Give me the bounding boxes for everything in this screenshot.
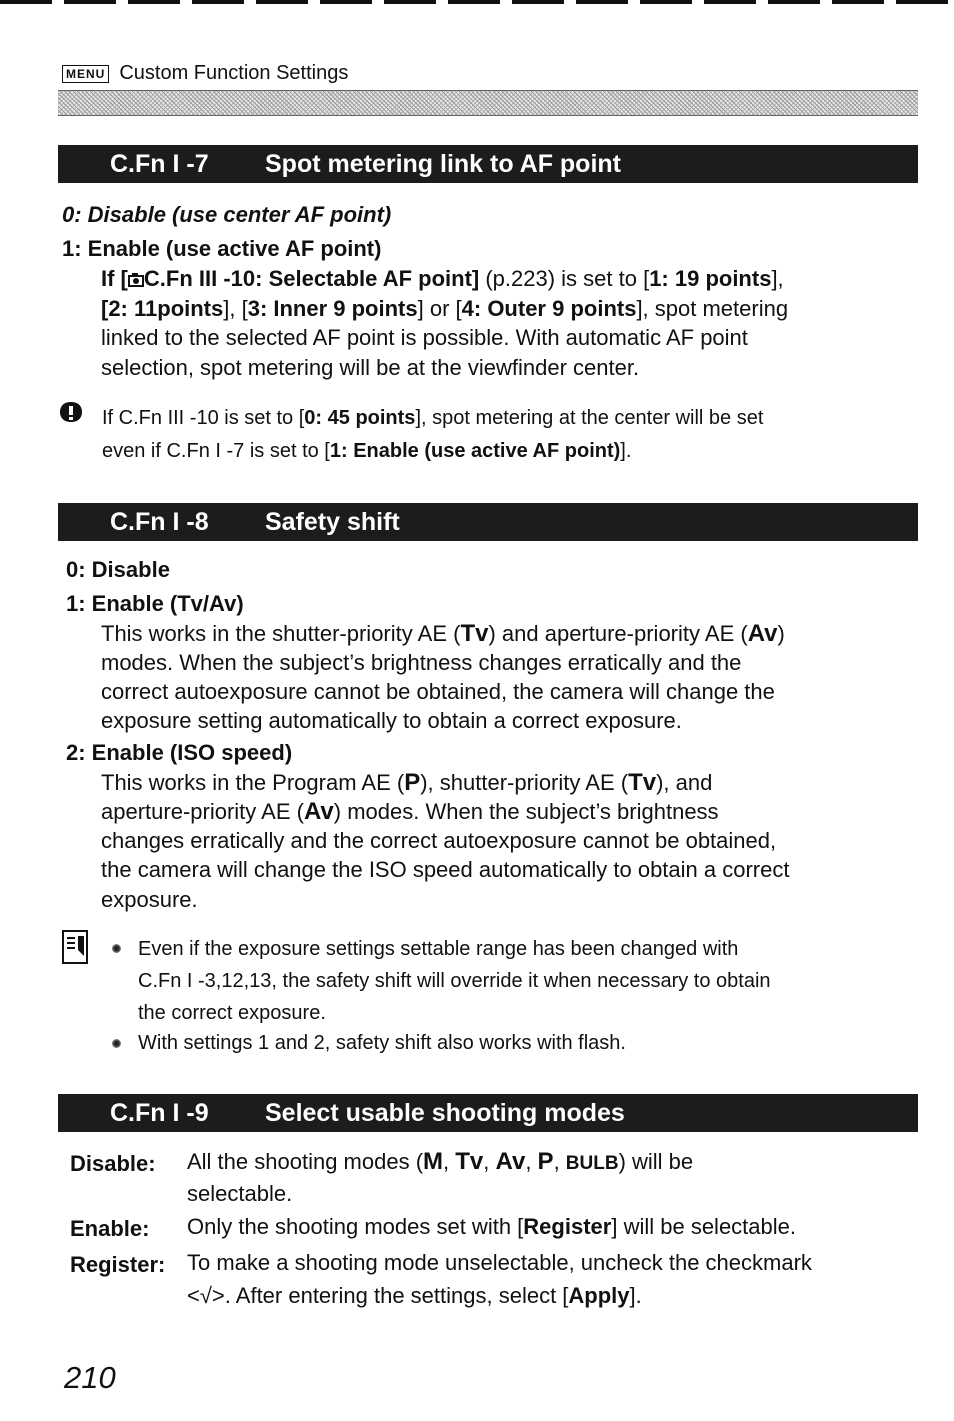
- m-mode-icon: M: [423, 1148, 444, 1175]
- disable-label: Disable:: [70, 1151, 156, 1176]
- body-line: linked to the selected AF point is possible. With automatic AF point: [101, 325, 748, 350]
- tv-mode-icon: Tv: [460, 620, 489, 647]
- body-line: [2: 11points], [3: Inner 9 points] or [4: Outer 9 points], spot metering: [101, 296, 789, 321]
- body-line: aperture-priority AE (Av) modes. When the subject’s brightness: [101, 798, 719, 825]
- option-0: 0: Disable: [66, 557, 170, 582]
- section-bar-cfn-i-9: [58, 1094, 918, 1132]
- note-line: the correct exposure.: [138, 1002, 326, 1024]
- section-title: Select usable shooting modes: [265, 1098, 625, 1127]
- enable-label: Enable:: [70, 1216, 150, 1241]
- option-1: 1: Enable (Tv/Av): [66, 591, 244, 616]
- body-line: To make a shooting mode unselectable, uncheck the checkmark: [187, 1250, 812, 1275]
- body-line: This works in the Program AE (P), shutter-priority AE (Tv), and: [101, 769, 713, 796]
- option-2: 2: Enable (ISO speed): [66, 740, 293, 765]
- note-line: Even if the exposure settings settable range has been changed with: [138, 938, 739, 960]
- page-header: [62, 62, 348, 85]
- note-line: C.Fn I -3,12,13, the safety shift will override it when necessary to obtain: [138, 970, 771, 992]
- section-bar-cfn-i-8: [58, 503, 918, 541]
- body-line: changes erratically and the correct autoexposure cannot be obtained,: [101, 828, 777, 853]
- option-0: 0: Disable (use center AF point): [62, 202, 392, 227]
- section-title: Safety shift: [265, 507, 400, 536]
- body-line: Only the shooting modes set with [Register] will be selectable.: [187, 1214, 796, 1239]
- header-pattern-band: [58, 90, 918, 116]
- caution-line: even if C.Fn I -7 is set to [1: Enable (use active AF point)].: [102, 440, 632, 462]
- av-mode-icon: Av: [747, 620, 778, 647]
- bulb-mode-icon: BULB: [565, 1153, 619, 1174]
- bullet-icon: [112, 944, 121, 953]
- body-line: selection, spot metering will be at the viewfinder center.: [101, 355, 640, 380]
- camera-af-icon: [128, 272, 144, 288]
- body-line: This works in the shutter-priority AE (Tv) and aperture-priority AE (Av): [101, 620, 785, 647]
- option-1: 1: Enable (use active AF point): [62, 236, 382, 261]
- register-label: Register:: [70, 1252, 166, 1277]
- caution-icon: [58, 400, 84, 424]
- caution-line: If C.Fn III -10 is set to [0: 45 points], spot metering at the center will be set: [102, 407, 764, 429]
- memo-icon: [62, 930, 88, 964]
- body-line: <√>. After entering the settings, select [Apply].: [187, 1283, 642, 1308]
- body-line: the camera will change the ISO speed automatically to obtain a correct: [101, 857, 790, 882]
- body-line: correct autoexposure cannot be obtained, the camera will change the: [101, 679, 775, 704]
- p-mode-icon: P: [404, 769, 421, 796]
- body-line: exposure setting automatically to obtain a correct exposure.: [101, 708, 682, 733]
- body-line: selectable.: [187, 1181, 293, 1206]
- body-line: exposure.: [101, 887, 198, 912]
- section-code: C.Fn I -9: [110, 1098, 209, 1127]
- section-code: C.Fn I -8: [110, 507, 209, 536]
- body-line: If [ C.Fn III -10: Selectable AF point] (p.223) is set to [1: 19 points],: [101, 266, 784, 291]
- header-title: Custom Function Settings: [119, 62, 349, 84]
- section-bar-cfn-i-7: [58, 145, 918, 183]
- note-line: With settings 1 and 2, safety shift also works with flash.: [138, 1032, 626, 1054]
- tv-mode-icon: Tv: [455, 1148, 484, 1175]
- top-edge-rule: [0, 0, 954, 4]
- body-line: All the shooting modes (M, Tv, Av, P, BULB) will be: [187, 1148, 694, 1175]
- p-mode-icon: P: [537, 1148, 554, 1175]
- section-title: Spot metering link to AF point: [265, 149, 621, 178]
- body-line: modes. When the subject’s brightness changes erratically and the: [101, 650, 742, 675]
- bullet-icon: [112, 1039, 121, 1048]
- section-code: C.Fn I -7: [110, 149, 209, 178]
- tv-mode-icon: Tv: [628, 769, 657, 796]
- page-number: 210: [64, 1360, 116, 1395]
- menu-icon: MENU: [62, 65, 109, 83]
- av-mode-icon: Av: [495, 1148, 526, 1175]
- av-mode-icon: Av: [303, 798, 334, 825]
